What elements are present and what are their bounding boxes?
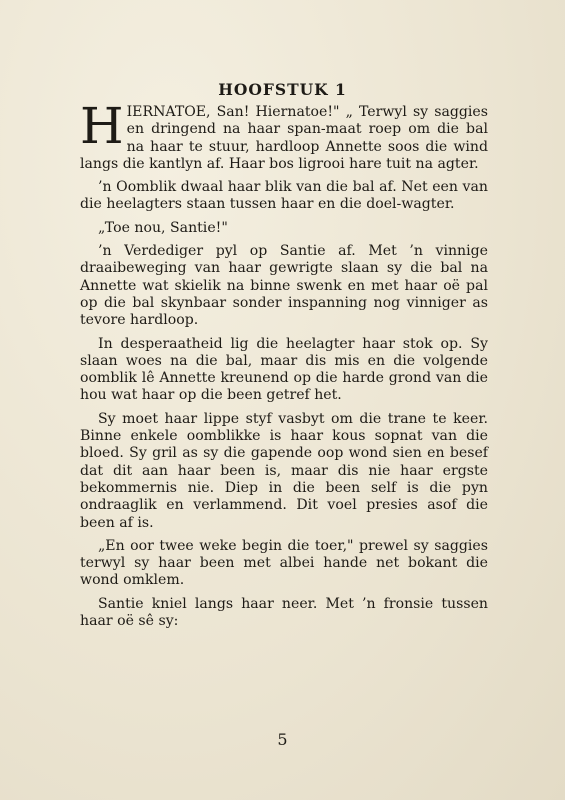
body-text (80, 97, 488, 630)
paragraph-7: „En oor twee weke begin die toer," prewel sy saggies terwyl sy haar been met albei hande net bokant die wond omklem. (80, 537, 488, 589)
paragraph-4: ’n Verdediger pyl op Santie af. Met ’n vinnige draaibeweging van haar gewrigte slaan sy die bal na Annette wat skielik na binne swenk en met haar oë pal op die bal skynbaar sonder inspanning nog vinniger as tevore hardloop. (80, 243, 488, 329)
paragraph-8: Santie kniel langs haar neer. Met ’n fronsie tussen haar oë sê sy: (80, 595, 488, 630)
paragraph-1-text: IERNATOE, San! Hiernatoe!" „ Terwyl sy saggies en dringend na haar span-maat roep om die bal na haar te stuur, hardloop Annette soos die wind langs die kantlyn af. Haar bos ligrooi hare tuit na agter. (80, 104, 488, 172)
paragraph-1 (80, 97, 488, 173)
paragraph-5: In desperaatheid lig die heelagter haar stok op. Sy slaan woes na die bal, maar dis mis en die volgende oomblik lê Annette kreunend op die harde grond van die hou wat haar op die been getref het. (80, 335, 488, 404)
paragraph-6: Sy moet haar lippe styf vasbyt om die trane te keer. Binne enkele oomblikke is haar kous sopnat van die bloed. Sy gril as sy die gapende oop wond sien en besef dat dit aan haar been is, maar dis nie haar ergste bekommernis nie. Diep in die been self is die pyn ondraaglik en verlammend. Dit voel presies asof die been af is. (80, 410, 488, 531)
drop-cap: H (80, 97, 124, 155)
page-number: 5 (277, 730, 288, 749)
paragraph-2: ’n Oomblik dwaal haar blik van die bal af. Net een van die heelagters staan tussen haar en die doel-wagter. (80, 179, 488, 213)
chapter-title: HOOFSTUK 1 (218, 80, 347, 99)
paragraph-3: „Toe nou, Santie!" (98, 219, 228, 236)
